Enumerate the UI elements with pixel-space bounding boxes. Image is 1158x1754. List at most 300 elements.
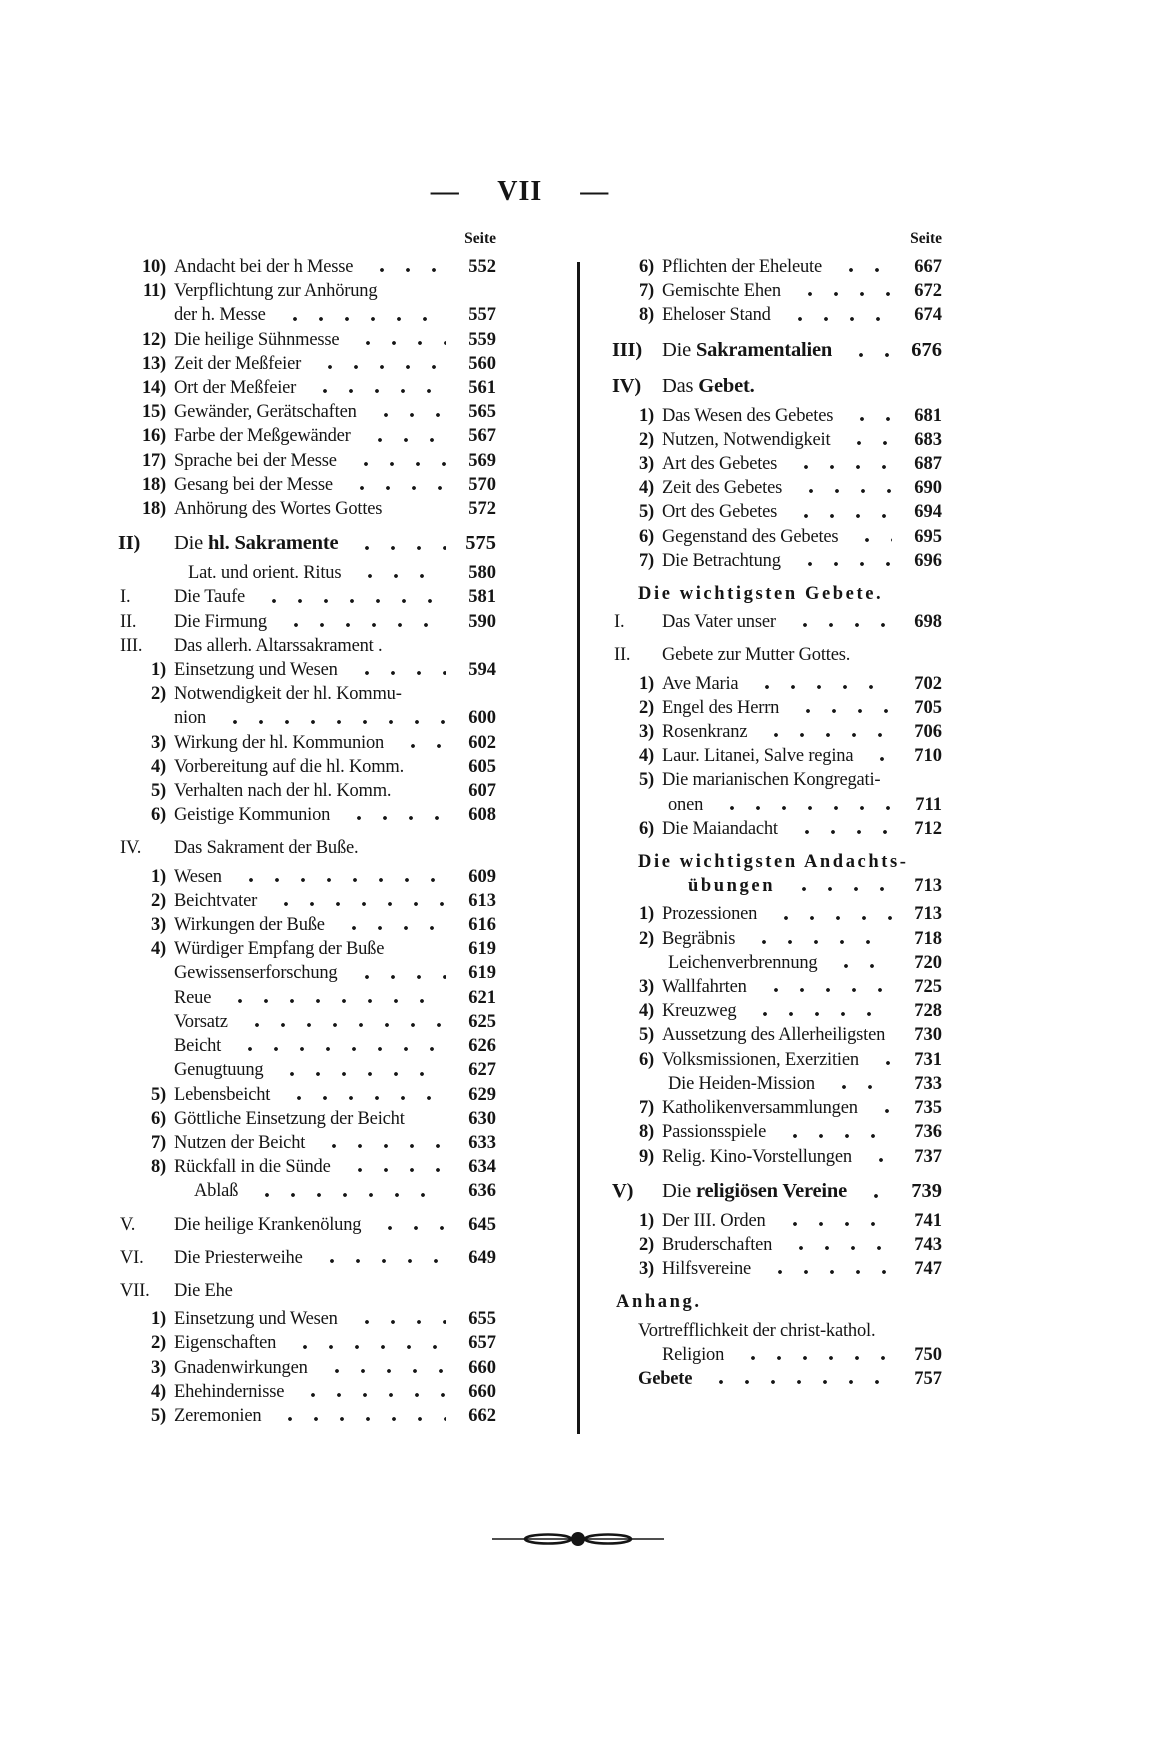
- entry-title: Art des Gebetes: [662, 454, 778, 475]
- page-number: 696: [914, 550, 942, 571]
- dot-leader: [340, 803, 446, 827]
- entry-title: der h. Messe: [174, 305, 266, 326]
- page-number: 561: [468, 378, 496, 399]
- entry-number: 2): [150, 1333, 166, 1354]
- page-number: 600: [468, 708, 496, 729]
- page-number: 694: [914, 502, 942, 523]
- toc-row: [612, 744, 942, 768]
- dot-leader: [825, 1072, 892, 1096]
- toc-row: [118, 1107, 496, 1131]
- entry-number: 18): [141, 499, 166, 520]
- entry-title: Notwendigkeit der hl. Kommu-: [174, 684, 402, 705]
- dot-leader: [702, 1367, 892, 1391]
- entry-number: 1): [638, 1210, 654, 1231]
- entry-title: Laur. Litanei, Salve regina: [662, 746, 854, 767]
- toc-row: [612, 1209, 942, 1233]
- toc-row: [612, 902, 942, 926]
- entry-number: 4): [638, 478, 654, 499]
- page-number: 634: [468, 1157, 496, 1178]
- dot-leader: [347, 449, 446, 473]
- toc-row: [612, 500, 942, 524]
- entry-number: 4): [638, 746, 654, 767]
- dot-leader: [767, 902, 892, 926]
- entry-title: Gesang bei der Messe: [174, 474, 333, 495]
- entry-number: VII.: [120, 1280, 150, 1301]
- entry-number: 1): [638, 673, 654, 694]
- dot-leader: [761, 1257, 892, 1281]
- entry-title: onen: [668, 794, 704, 815]
- page-number: 559: [468, 329, 496, 350]
- toc-row: [612, 1023, 942, 1047]
- entry-title: Wirkungen der Buße: [174, 915, 325, 936]
- entry-number: 15): [141, 402, 166, 423]
- entry-number: 5): [638, 1025, 654, 1046]
- dot-leader: [748, 672, 892, 696]
- entry-number: 16): [141, 426, 166, 447]
- entry-number: I.: [120, 587, 131, 608]
- toc-row: [612, 696, 942, 720]
- entry-title: Genugtuung: [174, 1060, 264, 1081]
- entry-number: 3): [150, 915, 166, 936]
- toc-row: [612, 720, 942, 744]
- page-number: 739: [911, 1179, 942, 1202]
- page-number: 645: [468, 1214, 496, 1235]
- entry-title: Ehehindernisse: [174, 1381, 285, 1402]
- page-number: 676: [911, 338, 942, 361]
- page-number: 725: [914, 977, 942, 998]
- entry-number: 3): [638, 722, 654, 743]
- entry-title: Gemischte Ehen: [662, 281, 781, 302]
- entry-title: Gegenstand des Gebetes: [662, 526, 839, 547]
- page-number: 660: [468, 1357, 496, 1378]
- entry-number: 14): [141, 378, 166, 399]
- entry-number: 7): [638, 1098, 654, 1119]
- page-number: 602: [468, 732, 496, 753]
- page-number: 683: [914, 429, 942, 450]
- entry-title: nion: [174, 708, 207, 729]
- dot-leader: [713, 793, 892, 817]
- entry-title: Volksmissionen, Exerzitien: [662, 1049, 859, 1070]
- page-number: 720: [914, 952, 942, 973]
- entry-number: I.: [614, 612, 625, 633]
- toc-rows-right: [612, 255, 942, 1391]
- page-number: 625: [468, 1011, 496, 1032]
- toc-row: [118, 303, 496, 327]
- page-number: 698: [914, 612, 942, 633]
- toc-row: [612, 1343, 942, 1367]
- entry-number: 6): [638, 257, 654, 277]
- entry-number: 5): [638, 770, 654, 791]
- entry-title: Die Priesterweihe: [174, 1247, 303, 1268]
- page-number: 674: [914, 305, 942, 326]
- toc-row: [118, 779, 496, 803]
- entry-title: Geistige Kommunion: [174, 805, 331, 826]
- entry-number: V.: [120, 1214, 136, 1235]
- entry-title: Die wichtigsten Andachts-: [638, 852, 909, 873]
- toc-row: [612, 1233, 942, 1257]
- toc-row: [118, 279, 496, 303]
- toc-row: [118, 530, 496, 557]
- entry-number: 3): [638, 1259, 654, 1280]
- toc-row: [612, 279, 942, 303]
- entry-number: 1): [638, 405, 654, 426]
- toc-row: [118, 1404, 496, 1428]
- page-number: 627: [468, 1060, 496, 1081]
- dot-leader: [248, 1179, 446, 1203]
- entry-number: 7): [150, 1132, 166, 1153]
- entry-title: Die Sakramentalien: [662, 338, 833, 361]
- page-number: 657: [468, 1333, 496, 1354]
- entry-number: 2): [638, 697, 654, 718]
- entry-number: II.: [120, 611, 137, 632]
- page-number: 712: [914, 818, 942, 839]
- page-number: 590: [468, 611, 496, 632]
- dot-leader: [361, 424, 446, 448]
- page-number: 580: [468, 563, 496, 584]
- toc-row: [118, 1246, 496, 1270]
- toc-row: [118, 610, 496, 634]
- page-number-header: — VII —: [430, 176, 610, 207]
- dot-leader: [238, 1010, 446, 1034]
- entry-title: Gnadenwirkungen: [174, 1357, 308, 1378]
- entry-title: Die heilige Krankenölung: [174, 1214, 362, 1235]
- toc-row: [612, 817, 942, 841]
- toc-row: [612, 1096, 942, 1120]
- dot-leader: [863, 744, 892, 768]
- dot-leader: [313, 1246, 446, 1270]
- toc-row: [118, 497, 496, 521]
- dot-leader: [848, 525, 892, 549]
- dot-leader: [306, 376, 446, 400]
- entry-title: Vorbereitung auf die hl. Komm.: [174, 756, 405, 777]
- page-number: 730: [914, 1025, 942, 1046]
- entry-number: 6): [638, 526, 654, 547]
- entry-title: Die Heiden-Mission: [668, 1073, 815, 1094]
- entry-title: Das Gebet.: [662, 374, 755, 397]
- entry-title: Gebete zur Mutter Gottes.: [662, 645, 851, 666]
- page-number: 662: [468, 1405, 496, 1426]
- page-number: 552: [468, 257, 496, 277]
- entry-title: Göttliche Einsetzung der Beicht: [174, 1108, 405, 1129]
- dot-leader: [348, 530, 446, 557]
- dot-leader: [788, 817, 892, 841]
- toc-row: [612, 850, 942, 874]
- toc-row: [118, 803, 496, 827]
- toc-row: [118, 1131, 496, 1155]
- entry-title: Ort der Meßfeier: [174, 378, 297, 399]
- toc-row: [612, 1257, 942, 1281]
- dot-leader: [787, 452, 892, 476]
- toc-row: [612, 404, 942, 428]
- dot-leader: [394, 731, 446, 755]
- entry-number: 5): [150, 781, 166, 802]
- entry-title: Bruderschaften: [662, 1234, 773, 1255]
- page-number: 731: [914, 1049, 942, 1070]
- dot-leader: [746, 999, 892, 1023]
- page-number: 695: [914, 526, 942, 547]
- entry-number: 5): [150, 1405, 166, 1426]
- dot-leader: [371, 1213, 446, 1237]
- dot-leader: [869, 1048, 892, 1072]
- toc-row: [118, 731, 496, 755]
- dot-leader: [776, 1120, 892, 1144]
- entry-number: II): [118, 532, 141, 555]
- entry-title: Andacht bei der h Messe: [174, 257, 354, 277]
- dot-leader: [221, 986, 446, 1010]
- page-number: 636: [468, 1181, 496, 1202]
- page-number: 655: [468, 1309, 496, 1330]
- page-number: 750: [914, 1344, 942, 1365]
- toc-row: [118, 682, 496, 706]
- dot-leader: [232, 865, 446, 889]
- entry-title: Eheloser Stand: [662, 305, 771, 326]
- toc-row: [118, 352, 496, 376]
- entry-number: 5): [150, 1084, 166, 1105]
- entry-title: Gewänder, Gerätschaften: [174, 402, 357, 423]
- page-number: 735: [914, 1098, 942, 1119]
- page-number: 672: [914, 281, 942, 302]
- entry-title: Beichtvater: [174, 890, 258, 911]
- entry-number: 7): [638, 550, 654, 571]
- entry-title: Nutzen der Beicht: [174, 1132, 306, 1153]
- toc-row: [612, 1319, 942, 1343]
- page-number: 687: [914, 454, 942, 475]
- entry-title: Farbe der Meßgewänder: [174, 426, 351, 447]
- dot-leader: [791, 549, 892, 573]
- entry-title: Die Maiandacht: [662, 818, 778, 839]
- page-number: 736: [914, 1122, 942, 1143]
- page-number: 649: [468, 1247, 496, 1268]
- entry-number: 8): [150, 1157, 166, 1178]
- tailpiece-ornament: [492, 1530, 664, 1548]
- dot-leader: [273, 1058, 446, 1082]
- entry-title: Pflichten der Eheleute: [662, 257, 822, 277]
- page-number: 619: [468, 939, 496, 960]
- entry-title: Reue: [174, 987, 212, 1008]
- toc-row: [118, 658, 496, 682]
- entry-title: Kreuzweg: [662, 1001, 737, 1022]
- dot-leader: [349, 328, 446, 352]
- dot-leader: [231, 1034, 446, 1058]
- entry-number: 7): [638, 281, 654, 302]
- dot-leader: [862, 1145, 892, 1169]
- toc-row: [612, 975, 942, 999]
- entry-number: 6): [150, 805, 166, 826]
- toc-row: [118, 424, 496, 448]
- dot-leader: [868, 1096, 892, 1120]
- toc-row: [612, 373, 942, 400]
- toc-row: [118, 937, 496, 961]
- entry-number: 4): [638, 1001, 654, 1022]
- entry-title: Verhalten nach der hl. Komm.: [174, 781, 392, 802]
- entry-number: 4): [150, 1381, 166, 1402]
- dot-leader: [276, 303, 446, 327]
- toc-row: [118, 1058, 496, 1082]
- toc-row: [612, 610, 942, 634]
- toc-row: [118, 634, 496, 658]
- page-number: 609: [468, 866, 496, 887]
- entry-number: 1): [150, 866, 166, 887]
- entry-title: Beicht: [174, 1036, 222, 1057]
- toc-row: [118, 400, 496, 424]
- toc-row: [612, 337, 942, 364]
- entry-number: 4): [150, 939, 166, 960]
- page-number: 710: [914, 746, 942, 767]
- entry-title: Ablaß: [194, 1181, 239, 1202]
- toc-row: [612, 999, 942, 1023]
- toc-row: [612, 927, 942, 951]
- dot-leader: [857, 1178, 892, 1205]
- dot-leader: [843, 404, 892, 428]
- page-number: 706: [914, 722, 942, 743]
- dot-leader: [286, 1331, 446, 1355]
- page-number: 616: [468, 915, 496, 936]
- entry-title: Katholikenversammlungen: [662, 1098, 858, 1119]
- toc-row: [612, 1178, 942, 1205]
- entry-title: Wallfahrten: [662, 977, 747, 998]
- dot-leader: [335, 913, 446, 937]
- entry-title: Das allerh. Altarssakrament .: [174, 635, 383, 656]
- entry-number: 2): [638, 429, 654, 450]
- entry-title: Gewissenserforschung: [174, 963, 338, 984]
- entry-number: 6): [638, 1049, 654, 1070]
- dot-leader: [348, 658, 446, 682]
- entry-title: Begräbnis: [662, 928, 736, 949]
- entry-number: 8): [638, 1122, 654, 1143]
- dot-leader: [782, 1233, 892, 1257]
- page-number: 575: [465, 532, 496, 555]
- page-number: 633: [468, 1132, 496, 1153]
- toc-row: [118, 1279, 496, 1303]
- entry-title: Hilfsvereine: [662, 1259, 752, 1280]
- toc-row: [612, 255, 942, 279]
- entry-number: 9): [638, 1146, 654, 1167]
- toc-row: [118, 1356, 496, 1380]
- entry-number: 12): [141, 329, 166, 350]
- entry-title: Verpflichtung zur Anhörung: [174, 281, 378, 302]
- dot-leader: [277, 610, 446, 634]
- toc-row: [118, 473, 496, 497]
- page-number: 630: [468, 1108, 496, 1129]
- dot-leader: [271, 1404, 446, 1428]
- entry-title: Die Taufe: [174, 587, 246, 608]
- page-number: 681: [914, 405, 942, 426]
- entry-title: Rückfall in die Sünde: [174, 1157, 331, 1178]
- entry-number: V): [612, 1179, 634, 1202]
- page-number: 741: [914, 1210, 942, 1231]
- dot-leader: [255, 585, 446, 609]
- entry-title: Sprache bei der Messe: [174, 450, 337, 471]
- page-number: 733: [914, 1073, 942, 1094]
- entry-number: 2): [150, 684, 166, 705]
- page-number: 747: [914, 1259, 942, 1280]
- entry-title: Ort des Gebetes: [662, 502, 778, 523]
- page-number: 607: [468, 781, 496, 802]
- dot-leader: [757, 720, 892, 744]
- entry-title: Die Ehe: [174, 1280, 233, 1301]
- entry-title: Zeit des Gebetes: [662, 478, 783, 499]
- toc-row: [118, 585, 496, 609]
- entry-title: Vorsatz: [174, 1011, 228, 1032]
- entry-title: Das Sakrament der Buße.: [174, 838, 359, 859]
- toc-row: [118, 889, 496, 913]
- page-number: 667: [914, 257, 942, 277]
- dot-leader: [343, 473, 446, 497]
- entry-number: 18): [141, 474, 166, 495]
- entry-title: Würdiger Empfang der Buße: [174, 939, 385, 960]
- toc-row: [612, 951, 942, 975]
- toc-row: [118, 706, 496, 730]
- dot-leader: [315, 1131, 446, 1155]
- entry-number: 3): [638, 977, 654, 998]
- entry-number: IV.: [120, 838, 142, 859]
- page-number: 557: [468, 305, 496, 326]
- dot-leader: [757, 975, 892, 999]
- dot-leader: [734, 1343, 892, 1367]
- entry-number: IV): [612, 374, 642, 397]
- entry-title: Die marianischen Kongregati-: [662, 770, 881, 791]
- toc-row: [118, 561, 496, 585]
- entry-number: 17): [141, 450, 166, 471]
- toc-row: [118, 1155, 496, 1179]
- page-number: 567: [468, 426, 496, 447]
- entry-title: Einsetzung und Wesen: [174, 1309, 338, 1330]
- page-number: 626: [468, 1036, 496, 1057]
- entry-number: 1): [150, 660, 166, 681]
- page-number: 594: [468, 660, 496, 681]
- entry-title: Die heilige Sühnmesse: [174, 329, 340, 350]
- dot-leader: [791, 279, 892, 303]
- toc-row: [612, 1367, 942, 1391]
- toc-row: [118, 913, 496, 937]
- entry-number: 2): [638, 928, 654, 949]
- dot-leader: [348, 1307, 446, 1331]
- page-number: 711: [915, 794, 942, 815]
- page-number: 613: [468, 890, 496, 911]
- page-number: 569: [468, 450, 496, 471]
- dot-leader: [216, 706, 446, 730]
- entry-title: Nutzen, Notwendigkeit: [662, 429, 831, 450]
- entry-title: Die wichtigsten Gebete.: [638, 584, 884, 605]
- toc-row: [612, 1048, 942, 1072]
- toc-row: [118, 1307, 496, 1331]
- page-number: 713: [914, 904, 942, 925]
- entry-number: 5): [638, 502, 654, 523]
- entry-title: Prozessionen: [662, 904, 758, 925]
- toc-row: [612, 1072, 942, 1096]
- entry-number: 8): [638, 305, 654, 326]
- toc-row: [612, 525, 942, 549]
- entry-number: 1): [150, 1309, 166, 1330]
- page-number: 572: [468, 499, 496, 520]
- toc-row: [118, 1010, 496, 1034]
- entry-title: Aussetzung des Allerheiligsten: [662, 1025, 886, 1046]
- dot-leader: [776, 1209, 892, 1233]
- page-number: 757: [914, 1368, 942, 1389]
- toc-row: [118, 449, 496, 473]
- entry-title: Engel des Herrn: [662, 697, 780, 718]
- toc-row: [118, 1213, 496, 1237]
- toc-row: [612, 643, 942, 667]
- entry-title: Die religiösen Vereine: [662, 1179, 848, 1202]
- dot-leader: [267, 889, 446, 913]
- entry-number: 1): [638, 904, 654, 925]
- entry-title: Wirkung der hl. Kommunion: [174, 732, 385, 753]
- dot-leader: [367, 400, 446, 424]
- toc-row: [118, 255, 496, 279]
- entry-number: 2): [150, 890, 166, 911]
- entry-number: 13): [141, 353, 166, 374]
